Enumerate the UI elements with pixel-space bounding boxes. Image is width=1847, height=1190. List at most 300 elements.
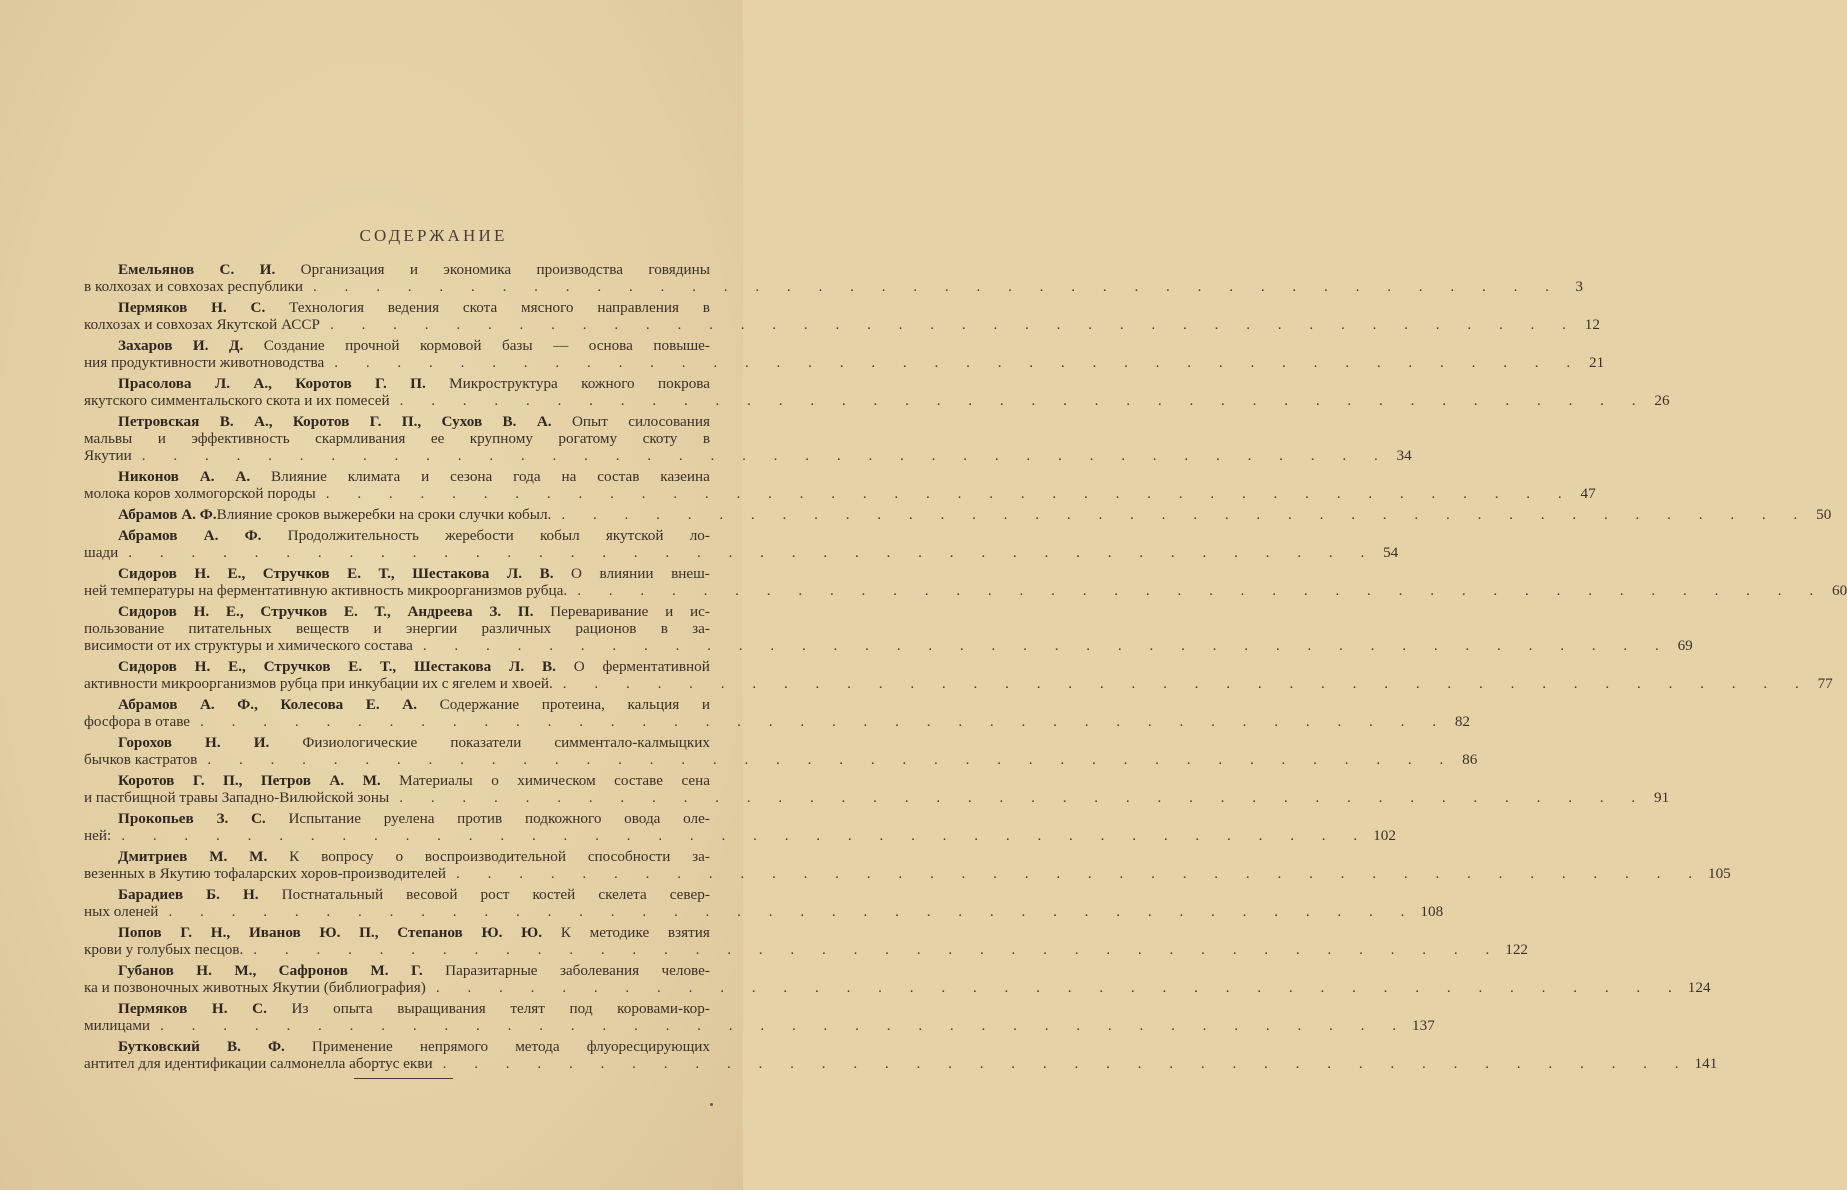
entry-title-word: внеш- [671, 565, 710, 582]
entry-title-word: якутской [605, 527, 664, 544]
entry-title-word: флуоресцирующих [586, 1038, 710, 1056]
entry-author: Л. [509, 658, 525, 676]
entry-author: В. [219, 413, 234, 430]
dot-leader: . . . . . . . . . . . . . . . . . . . . . . . . . . . . . . . . . . . . . . . . [329, 316, 1578, 334]
entry-author: Абрамов [118, 527, 178, 544]
entry-title-word: рогатому [558, 430, 618, 448]
entry-title-word: против [457, 810, 503, 828]
entry-title-word: показатели [450, 734, 522, 752]
entry-last-line [84, 941, 1529, 959]
entry-title-end: и пастбищной травы Западно-Вилюйской зоны [84, 789, 390, 807]
entry-title-word: влиянии [599, 565, 654, 582]
entry-author: Стручков [262, 565, 330, 582]
entry-author: Коротов [295, 375, 352, 392]
entry-title-word: крупному [469, 430, 533, 448]
entry-title-word: Переваривание [550, 603, 649, 620]
entry-last-line [84, 979, 1711, 997]
toc-entry[interactable] [84, 810, 1396, 845]
entry-title-word: протеина, [541, 696, 605, 714]
dot-leader: . . . . . . . . . . . . . . . . . . . . . . . . . . . . . . . . . . . . . . . . [200, 713, 1449, 731]
entry-title-word: покрова [658, 375, 710, 392]
entry-author: Г. [369, 413, 382, 430]
entry-author: А., [253, 375, 272, 392]
entry-author: Барадиев [118, 886, 184, 904]
entry-title-word: повыше- [653, 337, 710, 354]
entry-title-word: Влияние [271, 468, 327, 486]
entry-title-end: Влияние сроков выжеребки на сроки случки кобыл. [216, 506, 552, 524]
entry-title-word: сена [681, 772, 710, 790]
page-number[interactable]: 47 [1580, 485, 1596, 503]
entry-last-line [84, 903, 1444, 921]
page-number[interactable]: 26 [1654, 392, 1670, 410]
entry-title-word: К [560, 924, 571, 942]
entry-title-word: руелена [383, 810, 435, 828]
entry-line [84, 886, 710, 903]
entry-last-line [84, 675, 1833, 693]
entry-title-end: ных оленей [84, 903, 159, 921]
entry-title-word: и [665, 603, 674, 620]
entry-author: Абрамов [118, 696, 178, 714]
entry-line [84, 413, 710, 430]
page-number[interactable]: 91 [1654, 789, 1670, 807]
entry-title-word: и [373, 620, 382, 638]
entry-author: Л. [506, 565, 523, 582]
entry-title-word: ис- [689, 603, 710, 620]
entry-title-word: на [561, 468, 577, 486]
entry-title-word: кобыл [539, 527, 580, 544]
entry-last-line [84, 1017, 1435, 1035]
entry-title-word: Содержание [439, 696, 520, 714]
dot-leader: . . . . . . . . . . . . . . . . . . . . . . . . . . . . . . . . . . . . . . . . [442, 1055, 1691, 1073]
entry-title-word: о [395, 848, 404, 866]
dot-leader: . . . . . . . . . . . . . . . . . . . . . . . . . . . . . . . . . . . . . . . . [141, 447, 1390, 465]
entry-author: А. [199, 468, 215, 486]
entry-line [84, 848, 710, 865]
entry-author: Н. [242, 886, 259, 904]
entry-title-word: экономика [443, 261, 512, 278]
toc-entry[interactable] [84, 375, 1670, 410]
page-number[interactable]: 141 [1694, 1055, 1718, 1073]
entry-author: Г. [375, 375, 387, 392]
entry-title-end: ней: [84, 827, 112, 845]
entry-author: З. [489, 603, 502, 620]
entry-author: С. [252, 1000, 267, 1018]
entry-title-word: — [553, 337, 569, 354]
entry-title-word: о [491, 772, 499, 790]
entry-author: Т., [374, 603, 391, 620]
entry-title-word: эффективность [191, 430, 290, 448]
entry-author: Б. [206, 886, 220, 904]
entry-author: Е. [348, 658, 363, 676]
dot-leader: . . . . . . . . . . . . . . . . . . . . . . . . . . . . . . . . . . . . . . . . [334, 354, 1583, 372]
entry-title-word: направления [597, 299, 679, 316]
entry-title-end: в колхозах и совхозах республики [84, 278, 303, 296]
entry-last-line [84, 316, 1600, 334]
entry-title-word: и [701, 696, 710, 714]
toc-entry[interactable] [84, 1038, 1718, 1073]
entry-author: М. [209, 848, 228, 866]
entry-title-word: энергии [405, 620, 458, 638]
dot-leader: . . . . . . . . . . . . . . . . . . . . . . . . . . . . . . . . . . . . . . . . [121, 827, 1370, 845]
page-number[interactable]: 69 [1677, 637, 1693, 655]
entry-title-word: непрямого [419, 1038, 489, 1056]
page-title: СОДЕРЖАНИЕ [359, 226, 508, 245]
entry-title-word: и [421, 468, 430, 486]
entry-title-end: колхозах и совхозах Якутской АССР [84, 316, 320, 334]
entry-last-line [84, 789, 1670, 807]
entry-author: В. [502, 413, 517, 430]
toc-entry[interactable] [84, 962, 1711, 997]
dot-leader: . . . . . . . . . . . . . . . . . . . . . . . . . . . . . . . . . . . . . . . . [128, 544, 1377, 562]
dot-leader: . . . . . . . . . . . . . . . . . . . . . . . . . . . . . . . . . . . . . . . . [313, 278, 1561, 296]
entry-title-word: Организация [300, 261, 385, 278]
entry-title-word: О [571, 565, 582, 582]
entry-author: Н. [193, 603, 210, 620]
entry-title-word: рост [480, 886, 510, 904]
entry-author: Е., [225, 603, 244, 620]
entry-last-line [84, 447, 1412, 465]
entry-title-word: подкожного [524, 810, 602, 828]
entry-author: Сафронов [278, 962, 348, 980]
page-number[interactable]: 3 [1575, 278, 1583, 296]
entry-author: Т., [378, 565, 395, 582]
entry-last-line [84, 751, 1478, 769]
entry-title-end: ния продуктивности животноводства [84, 354, 325, 372]
toc-entry[interactable] [84, 658, 1833, 693]
dot-leader: . . . . . . . . . . . . . . . . . . . . . . . . . . . . . . . . . . . . . . . . [435, 979, 1684, 997]
entry-title-word: производства [536, 261, 623, 278]
entry-line [84, 772, 710, 789]
page-number[interactable]: 108 [1420, 903, 1444, 921]
dot-leader: . . . . . . . . . . . . . . . . . . . . . . . . . . . . . . . . . . . . . . . . [207, 751, 1456, 769]
toc-entry[interactable] [84, 603, 1693, 655]
entry-title-word: О [573, 658, 585, 676]
paper-speck [710, 1103, 713, 1106]
entry-author: П. [410, 375, 426, 392]
toc-entry[interactable] [84, 772, 1670, 807]
page-number[interactable]: 12 [1584, 316, 1600, 334]
entry-author: Шестакова [412, 565, 490, 582]
entry-last-line [84, 827, 1396, 845]
entry-author: Ф. [244, 527, 262, 544]
entry-author: А. [402, 696, 418, 714]
entry-title-word: методике [589, 924, 650, 942]
entry-title-end: ка и позвоночных животных Якутии (библиография) [84, 979, 426, 997]
entry-title-end: фосфора в отаве [84, 713, 191, 731]
toc-entry[interactable] [84, 886, 1444, 921]
entry-author: Коротов [118, 772, 175, 790]
page-number[interactable]: 82 [1454, 713, 1471, 731]
entry-line [84, 620, 710, 637]
entry-title-end: висимости от их структуры и химического состава [84, 637, 413, 655]
entry-title-end: Якутии [84, 447, 132, 465]
entry-title-word: Применение [311, 1038, 393, 1056]
table-of-contents [84, 261, 1847, 1076]
entry-title-word: прочной [345, 337, 400, 354]
entry-title-word: Материалы [399, 772, 473, 790]
entry-last-line [84, 392, 1670, 410]
entry-title-word: силосования [628, 413, 710, 430]
entry-author: Дмитриев [118, 848, 188, 866]
entry-title-end: бычков кастратов [84, 751, 198, 769]
entry-author: А., [253, 413, 273, 430]
toc-entry[interactable] [84, 696, 1471, 731]
page-number[interactable]: 77 [1817, 675, 1833, 693]
entry-title-word: питательных [188, 620, 272, 638]
dot-leader: . . . . . . . . . . . . . . . . . . . . . . . . . . . . . . . . . . . . . . . . [562, 675, 1811, 693]
entry-author: В. [541, 658, 556, 676]
entry-author: Коротов [292, 413, 350, 430]
dot-leader: . . . . . . . . . . . . . . . . . . . . . . . . . . . . . . . . . . . . . . . . [577, 582, 1826, 600]
page-number[interactable]: 21 [1589, 354, 1605, 372]
entry-author: П., [401, 413, 422, 430]
dot-leader: . . . . . . . . . . . . . . . . . . . . . . . . . . . . . . . . . . . . . . . . [399, 392, 1648, 410]
entry-author: Г. [180, 924, 193, 942]
entry-title-word: Создание [263, 337, 325, 354]
entry-author: А. [536, 413, 552, 430]
entry-title-word: Физиологические [302, 734, 418, 752]
entry-author: Никонов [118, 468, 179, 486]
entry-line [84, 696, 710, 713]
entry-author: Н. [194, 658, 211, 676]
entry-author: Е., [228, 658, 246, 676]
dot-leader: . . . . . . . . . . . . . . . . . . . . . . . . . . . . . . . . . . . . . . . . [325, 485, 1574, 503]
entry-title-word: север- [669, 886, 710, 904]
entry-title-end: ней температуры на ферментативную активность микроорганизмов рубца. [84, 582, 568, 600]
entry-last-line [84, 637, 1693, 655]
entry-title-word: за- [692, 620, 710, 638]
entry-title-word: пользование [84, 620, 165, 638]
page-number[interactable]: 60 [1831, 582, 1847, 600]
entry-title-word: Паразитарные [445, 962, 538, 980]
entry-title-word: различных [481, 620, 552, 638]
dot-leader: . . . . . . . . . . . . . . . . . . . . . . . . . . . . . . . . . . . . . . . . [561, 506, 1810, 524]
entry-title-end: активности микроорганизмов рубца при инкубации их с ягелем и хвоей. [84, 675, 553, 693]
entry-title-word: года [513, 468, 541, 486]
toc-entry[interactable] [84, 299, 1600, 334]
entry-title-word: способности [587, 848, 671, 866]
entry-author: Губанов [118, 962, 174, 980]
entry-line [84, 527, 710, 544]
entry-title-word: коровами-кор- [617, 1000, 710, 1018]
entry-title-word: опыта [333, 1000, 373, 1018]
toc-entry[interactable] [84, 413, 1412, 465]
entry-author: В. [226, 1038, 241, 1056]
entry-author: М. [362, 772, 381, 790]
entry-author: Бутковский [118, 1038, 200, 1056]
entry-title-word: мальвы [84, 430, 133, 448]
toc-entry[interactable] [84, 734, 1478, 769]
dot-leader: . . . . . . . . . . . . . . . . . . . . . . . . . . . . . . . . . . . . . . . . [160, 1017, 1409, 1035]
entry-last-line [84, 506, 1832, 524]
entry-last-line [84, 1055, 1718, 1073]
entry-author: Прокопьев [118, 810, 194, 828]
entry-author: Е. [343, 603, 358, 620]
page-number[interactable]: 105 [1707, 865, 1731, 883]
entry-author: С. [250, 299, 266, 316]
entry-author: М. [249, 848, 268, 866]
entry-author: Петровская [118, 413, 200, 430]
entry-title-word: овода [624, 810, 661, 828]
entry-title-word: скота [462, 299, 498, 316]
entry-title-word: Микроструктура [449, 375, 558, 392]
entry-last-line [84, 485, 1596, 503]
entry-title-word: химическом [517, 772, 596, 790]
entry-title-word: телят [510, 1000, 545, 1018]
entry-title-word: Опыт [571, 413, 608, 430]
entry-author: Г. [410, 962, 423, 980]
entry-author: Стручков [263, 658, 331, 676]
entry-title-word: вопросу [321, 848, 374, 866]
entry-title-end: шади [84, 544, 119, 562]
entry-title-word: базы [501, 337, 533, 354]
entry-author: Абрамов А. Ф. [118, 506, 217, 524]
entry-title-word: ло- [689, 527, 710, 544]
entry-author: Пермяков [118, 1000, 188, 1018]
entry-author: Н. [211, 299, 227, 316]
entry-title-word: говядины [648, 261, 710, 278]
entry-line [84, 1038, 710, 1055]
entry-line [84, 468, 710, 485]
entry-title-word: Постнатальный [281, 886, 384, 904]
entry-author: И. [253, 734, 270, 752]
entry-last-line [84, 582, 1847, 600]
entry-title-end: якутского симментальского скота и их помесей [84, 392, 390, 410]
entry-title-end: везенных в Якутию тофаларских хоров-производителей [84, 865, 447, 883]
entry-title-word: оле- [683, 810, 710, 828]
entry-last-line [84, 544, 1399, 562]
entry-line [84, 810, 710, 827]
entry-title-word: мясного [521, 299, 574, 316]
entry-last-line [84, 278, 1583, 296]
entry-title-end: антител для идентификации салмонелла абортус екви [84, 1055, 433, 1073]
entry-author: Н. [205, 734, 221, 752]
entry-line [84, 337, 710, 354]
entry-title-word: выращивания [397, 1000, 486, 1018]
entry-title-word: жеребости [445, 527, 514, 544]
dot-leader: . . . . . . . . . . . . . . . . . . . . . . . . . . . . . . . . . . . . . . . . [399, 789, 1648, 807]
entry-author: Сидоров [118, 658, 177, 676]
entry-author: З. [216, 810, 229, 828]
entry-title-word: взятия [667, 924, 710, 942]
entry-title-word: составе [614, 772, 663, 790]
page-number[interactable]: 102 [1373, 827, 1396, 845]
entry-title-word: ферментативной [602, 658, 710, 676]
entry-author: Ю. [319, 924, 341, 942]
toc-entry[interactable] [84, 468, 1596, 503]
entry-line [84, 962, 710, 979]
entry-title-end: милицами [84, 1017, 151, 1035]
entry-line [84, 375, 710, 392]
entry-line [84, 603, 710, 620]
toc-entry[interactable] [84, 565, 1847, 600]
entry-author: С. [219, 261, 235, 278]
entry-author: П., [223, 772, 243, 790]
entry-title-word: Из [291, 1000, 309, 1018]
entry-author: Сидоров [118, 603, 177, 620]
entry-title-word: в [660, 620, 668, 638]
entry-author: Пермяков [118, 299, 188, 316]
entry-title-word: кальция [627, 696, 680, 714]
entry-author: Андреева [407, 603, 473, 620]
entry-author: Степанов [397, 924, 463, 942]
toc-entry[interactable] [84, 337, 1605, 372]
toc-entry[interactable] [84, 924, 1529, 959]
entry-title-word: основа [588, 337, 633, 354]
entry-author: Г. [192, 772, 205, 790]
entry-title-end: молока коров холмогорской породы [84, 485, 316, 503]
entry-author: Сухов [441, 413, 483, 430]
entry-author: А. [199, 696, 215, 714]
entry-line [84, 430, 710, 447]
page-number[interactable]: 122 [1505, 941, 1529, 959]
entry-title-word: сезона [450, 468, 493, 486]
dot-leader: . . . . . . . . . . . . . . . . . . . . . . . . . . . . . . . . . . . . . . . . [253, 941, 1502, 959]
entry-title-word: рационов [575, 620, 637, 638]
entry-author: М. [370, 962, 389, 980]
entry-title-word: за- [692, 848, 710, 866]
entry-title-word: в [702, 430, 710, 448]
entry-author: И. [192, 337, 209, 354]
toc-entry[interactable] [84, 848, 1731, 883]
entry-title-word: симментало-калмыцких [554, 734, 710, 752]
toc-entry[interactable] [84, 506, 1832, 524]
dot-leader: . . . . . . . . . . . . . . . . . . . . . . . . . . . . . . . . . . . . . . . . [168, 903, 1417, 921]
entry-line [84, 658, 710, 675]
entry-author: Емельянов [118, 261, 195, 278]
entry-title-word: и [409, 261, 418, 278]
entry-title-word: скоту [642, 430, 678, 448]
page-number[interactable]: 86 [1462, 751, 1478, 769]
dot-leader: . . . . . . . . . . . . . . . . . . . . . . . . . . . . . . . . . . . . . . . . [422, 637, 1671, 655]
page-number[interactable]: 50 [1816, 506, 1832, 524]
entry-author: Н. [196, 962, 212, 980]
toc-entry[interactable] [84, 527, 1399, 562]
page-number[interactable]: 137 [1412, 1017, 1435, 1035]
toc-entry[interactable] [84, 1000, 1435, 1035]
entry-last-line [84, 713, 1471, 731]
entry-line [84, 1000, 710, 1017]
entry-author: Стручков [260, 603, 328, 620]
entry-title-end: крови у голубых песцов. [84, 941, 244, 959]
entry-title-word: и [157, 430, 166, 448]
entry-author: Л. [214, 375, 231, 392]
page-number[interactable]: 54 [1383, 544, 1399, 562]
entry-author: Ф., [237, 696, 258, 714]
closing-rule [354, 1078, 453, 1079]
entry-line [84, 924, 710, 941]
entry-author: Прасолова [118, 375, 192, 392]
page-number[interactable]: 124 [1687, 979, 1711, 997]
entry-line [84, 299, 710, 316]
entry-line [84, 734, 710, 751]
entry-author: Е., [227, 565, 246, 582]
entry-title-word: ведения [387, 299, 440, 316]
entry-author: А. [235, 468, 251, 486]
entry-author: А. [203, 527, 219, 544]
toc-entry[interactable] [84, 261, 1583, 296]
entry-title-word: метода [515, 1038, 560, 1056]
entry-author: Т., [380, 658, 397, 676]
entry-title-word: под [569, 1000, 593, 1018]
entry-author: Е. [347, 565, 362, 582]
entry-author: И. [259, 261, 276, 278]
entry-title-word: весовой [406, 886, 458, 904]
page-number[interactable]: 34 [1396, 447, 1412, 465]
entry-title-word: Технология [289, 299, 364, 316]
entry-title-word: воспроизводительной [424, 848, 566, 866]
entry-title-word: Испытание [288, 810, 362, 828]
